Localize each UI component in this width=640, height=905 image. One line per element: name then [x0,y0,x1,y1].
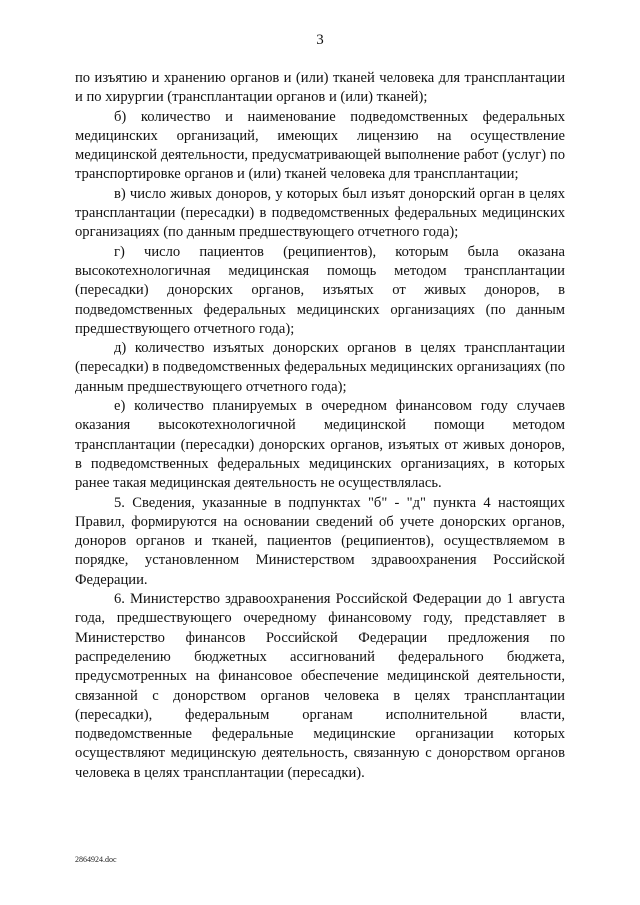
paragraph-item-e: е) количество планируемых в очередном финансовом году случаев оказания высокотехнологичной медицинской помощи методом трансплантации (пересадки) донорских органов, изъятых от живых доноров, в подведомственных федеральных медицинских организациях, в которых ранее такая медицинская деятельность не осуществлялась. [75,398,565,492]
document-body [75,69,565,783]
paragraph-clause-5: 5. Сведения, указанные в подпунктах "б" - "д" пункта 4 настоящих Правил, формируются на основании сведений об учете донорских органов, доноров органов и тканей, пациентов (реципиентов), осуществляемом в порядке, установленном Министерством здравоохранения Российской Федерации. [75,494,565,588]
paragraph-item-b: б) количество и наименование подведомственных федеральных медицинских организаций, имеющих лицензию на осуществление медицинской деятельности, предусматривающей выполнение работ (услуг) по транспортировке органов и (или) тканей человека для трансплантации; [75,108,565,183]
paragraph-continuation: по изъятию и хранению органов и (или) тканей человека для трансплантации и по хирургии (трансплантации органов и (или) тканей); [75,70,565,106]
paragraph-clause-6: 6. Министерство здравоохранения Российской Федерации до 1 августа года, предшествующего очередному финансовому году, представляет в Министерство финансов Российской Федерации предложения по распределению бюджетных ассигнований федерального бюджета, предусмотренных на финансовое обеспечение медицинской деятельности, связанной с донорством органов человека в целях трансплантации (пересадки), федеральным органам исполнительной власти, подведомственные федеральные медицинские организации которых осуществляют медицинскую деятельность, связанную с донорством органов человека в целях трансплантации (пересадки). [75,591,565,781]
footer-filename: 2864924.doc [75,855,117,864]
page-number: 3 [316,32,324,48]
paragraph-item-v: в) число живых доноров, у которых был изъят донорский орган в целях трансплантации (пересадки) в подведомственных федеральных медицинских организациях (по данным предшествующего отчетного года); [75,185,565,241]
paragraph-item-d: д) количество изъятых донорских органов в целях трансплантации (пересадки) в подведомственных федеральных медицинских организациях (по данным предшествующего отчетного года); [75,340,565,395]
paragraph-item-g: г) число пациентов (реципиентов), которым была оказана высокотехнологичная медицинская помощь методом трансплантации (пересадки) донорских органов, изъятых от живых доноров, в подведомственных федеральных медицинских организациях (по данным предшествующего отчетного года); [75,243,565,337]
